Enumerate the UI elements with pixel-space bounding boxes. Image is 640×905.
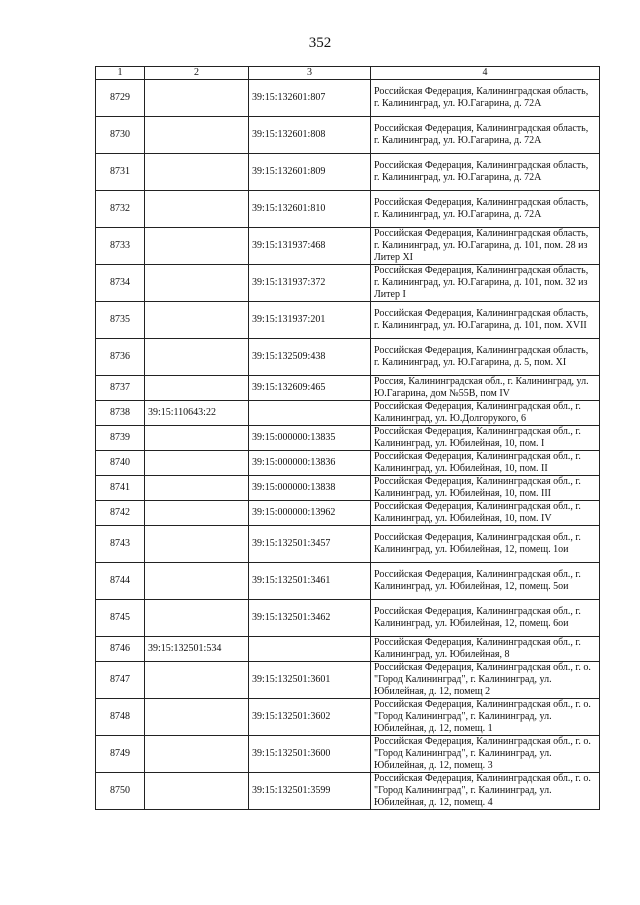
object-cadastral-number: 39:15:132601:809 — [249, 154, 371, 191]
table-row — [96, 501, 600, 526]
parcel-cadastral-number — [145, 662, 249, 699]
object-cadastral-number: 39:15:000000:13836 — [249, 451, 371, 476]
table-row — [96, 699, 600, 736]
parcel-cadastral-number — [145, 339, 249, 376]
object-cadastral-number: 39:15:131937:372 — [249, 265, 371, 302]
parcel-cadastral-number — [145, 426, 249, 451]
row-number: 8730 — [96, 117, 145, 154]
object-cadastral-number — [249, 637, 371, 662]
object-cadastral-number: 39:15:132501:3601 — [249, 662, 371, 699]
object-cadastral-number: 39:15:132501:3461 — [249, 563, 371, 600]
parcel-cadastral-number — [145, 376, 249, 401]
object-cadastral-number: 39:15:132501:3462 — [249, 600, 371, 637]
table-row — [96, 526, 600, 563]
parcel-cadastral-number — [145, 265, 249, 302]
parcel-cadastral-number — [145, 563, 249, 600]
address-cell: Российская Федерация, Калининградская обл., г. Калининград, ул. Юбилейная, 12, помещ. 1ои — [371, 526, 600, 563]
parcel-cadastral-number — [145, 526, 249, 563]
parcel-cadastral-number — [145, 476, 249, 501]
page-number: 352 — [308, 35, 332, 51]
column-header: 1 — [96, 67, 145, 80]
table-row — [96, 736, 600, 773]
row-number: 8750 — [96, 773, 145, 810]
address-cell: Российская Федерация, Калининградская область, г. Калининград, ул. Ю.Гагарина, д. 72А — [371, 191, 600, 228]
row-number: 8745 — [96, 600, 145, 637]
object-cadastral-number: 39:15:132501:3602 — [249, 699, 371, 736]
parcel-cadastral-number — [145, 302, 249, 339]
table-row — [96, 662, 600, 699]
parcel-cadastral-number — [145, 228, 249, 265]
row-number: 8739 — [96, 426, 145, 451]
table-row — [96, 426, 600, 451]
row-number: 8744 — [96, 563, 145, 600]
row-number: 8735 — [96, 302, 145, 339]
address-cell: Российская Федерация, Калининградская обл., г. Калининград, ул. Юбилейная, 12, помещ. 6ои — [371, 600, 600, 637]
object-cadastral-number: 39:15:132601:808 — [249, 117, 371, 154]
address-cell: Россия, Калининградская обл., г. Калининград, ул. Ю.Гагарина, дом №55В, пом IV — [371, 376, 600, 401]
address-cell: Российская Федерация, Калининградская обл., г. Калининград, ул. Юбилейная, 12, помещ. 5ои — [371, 563, 600, 600]
object-cadastral-number: 39:15:132601:807 — [249, 80, 371, 117]
parcel-cadastral-number — [145, 80, 249, 117]
address-cell: Российская Федерация, Калининградская обл., г. о. "Город Калининград", г. Калининград, ул. Юбилейная, д. 12, помещ. 4 — [371, 773, 600, 810]
table-row — [96, 637, 600, 662]
row-number: 8733 — [96, 228, 145, 265]
table-row — [96, 265, 600, 302]
row-number: 8734 — [96, 265, 145, 302]
parcel-cadastral-number — [145, 736, 249, 773]
parcel-cadastral-number — [145, 451, 249, 476]
row-number: 8742 — [96, 501, 145, 526]
address-cell: Российская Федерация, Калининградская область, г. Калининград, ул. Ю.Гагарина, д. 72А — [371, 80, 600, 117]
row-number: 8736 — [96, 339, 145, 376]
object-cadastral-number: 39:15:131937:468 — [249, 228, 371, 265]
row-number: 8731 — [96, 154, 145, 191]
row-number: 8746 — [96, 637, 145, 662]
table-row — [96, 154, 600, 191]
row-number: 8743 — [96, 526, 145, 563]
parcel-cadastral-number — [145, 501, 249, 526]
row-number: 8740 — [96, 451, 145, 476]
parcel-cadastral-number — [145, 773, 249, 810]
column-header: 4 — [371, 67, 600, 80]
row-number: 8741 — [96, 476, 145, 501]
row-number: 8749 — [96, 736, 145, 773]
address-cell: Российская Федерация, Калининградская область, г. Калининград, ул. Ю.Гагарина, д. 72А — [371, 117, 600, 154]
parcel-cadastral-number — [145, 600, 249, 637]
object-cadastral-number: 39:15:132609:465 — [249, 376, 371, 401]
registry-table — [95, 66, 600, 810]
table-row — [96, 563, 600, 600]
address-cell: Российская Федерация, Калининградская область, г. Калининград, ул. Ю.Гагарина, д. 101, пом. XVII — [371, 302, 600, 339]
address-cell: Российская Федерация, Калининградская обл., г. о. "Город Калининград", г. Калининград, ул. Юбилейная, д. 12, помещ 2 — [371, 662, 600, 699]
table-row — [96, 451, 600, 476]
row-number: 8738 — [96, 401, 145, 426]
column-header: 3 — [249, 67, 371, 80]
object-cadastral-number: 39:15:131937:201 — [249, 302, 371, 339]
table-row — [96, 401, 600, 426]
address-cell: Российская Федерация, Калининградская обл., г. Калининград, ул. Юбилейная, 8 — [371, 637, 600, 662]
row-number: 8729 — [96, 80, 145, 117]
row-number: 8747 — [96, 662, 145, 699]
parcel-cadastral-number: 39:15:132501:534 — [145, 637, 249, 662]
address-cell: Российская Федерация, Калининградская область, г. Калининград, ул. Ю.Гагарина, д. 101, пом. 28 из Литер XI — [371, 228, 600, 265]
object-cadastral-number: 39:15:132501:3457 — [249, 526, 371, 563]
table-row — [96, 80, 600, 117]
object-cadastral-number: 39:15:000000:13835 — [249, 426, 371, 451]
address-cell: Российская Федерация, Калининградская обл., г. о. "Город Калининград", г. Калининград, ул. Юбилейная, д. 12, помещ. 3 — [371, 736, 600, 773]
table-row — [96, 773, 600, 810]
address-cell: Российская Федерация, Калининградская область, г. Калининград, ул. Ю.Гагарина, д. 5, пом. XI — [371, 339, 600, 376]
table-row — [96, 600, 600, 637]
address-cell: Российская Федерация, Калининградская обл., г. о. "Город Калининград", г. Калининград, ул. Юбилейная, д. 12, помещ. 1 — [371, 699, 600, 736]
address-cell: Российская Федерация, Калининградская область, г. Калининград, ул. Ю.Гагарина, д. 101, пом. 32 из Литер I — [371, 265, 600, 302]
row-number: 8748 — [96, 699, 145, 736]
address-cell: Российская Федерация, Калининградская обл., г. Калининград, ул. Ю.Долгорукого, 6 — [371, 401, 600, 426]
header-row — [96, 67, 600, 80]
table-row — [96, 476, 600, 501]
address-cell: Российская Федерация, Калининградская обл., г. Калининград, ул. Юбилейная, 10, пом. IV — [371, 501, 600, 526]
object-cadastral-number: 39:15:132501:3600 — [249, 736, 371, 773]
parcel-cadastral-number: 39:15:110643:22 — [145, 401, 249, 426]
row-number: 8732 — [96, 191, 145, 228]
address-cell: Российская Федерация, Калининградская обл., г. Калининград, ул. Юбилейная, 10, пом. II — [371, 451, 600, 476]
object-cadastral-number: 39:15:132509:438 — [249, 339, 371, 376]
row-number: 8737 — [96, 376, 145, 401]
parcel-cadastral-number — [145, 191, 249, 228]
object-cadastral-number: 39:15:000000:13962 — [249, 501, 371, 526]
object-cadastral-number — [249, 401, 371, 426]
parcel-cadastral-number — [145, 117, 249, 154]
table-row — [96, 191, 600, 228]
table-row — [96, 339, 600, 376]
address-cell: Российская Федерация, Калининградская область, г. Калининград, ул. Ю.Гагарина, д. 72А — [371, 154, 600, 191]
address-cell: Российская Федерация, Калининградская обл., г. Калининград, ул. Юбилейная, 10, пом. I — [371, 426, 600, 451]
object-cadastral-number: 39:15:132601:810 — [249, 191, 371, 228]
table-row — [96, 228, 600, 265]
column-header: 2 — [145, 67, 249, 80]
parcel-cadastral-number — [145, 154, 249, 191]
table-row — [96, 117, 600, 154]
parcel-cadastral-number — [145, 699, 249, 736]
table-row — [96, 302, 600, 339]
object-cadastral-number: 39:15:000000:13838 — [249, 476, 371, 501]
table-row — [96, 376, 600, 401]
object-cadastral-number: 39:15:132501:3599 — [249, 773, 371, 810]
address-cell: Российская Федерация, Калининградская обл., г. Калининград, ул. Юбилейная, 10, пом. III — [371, 476, 600, 501]
